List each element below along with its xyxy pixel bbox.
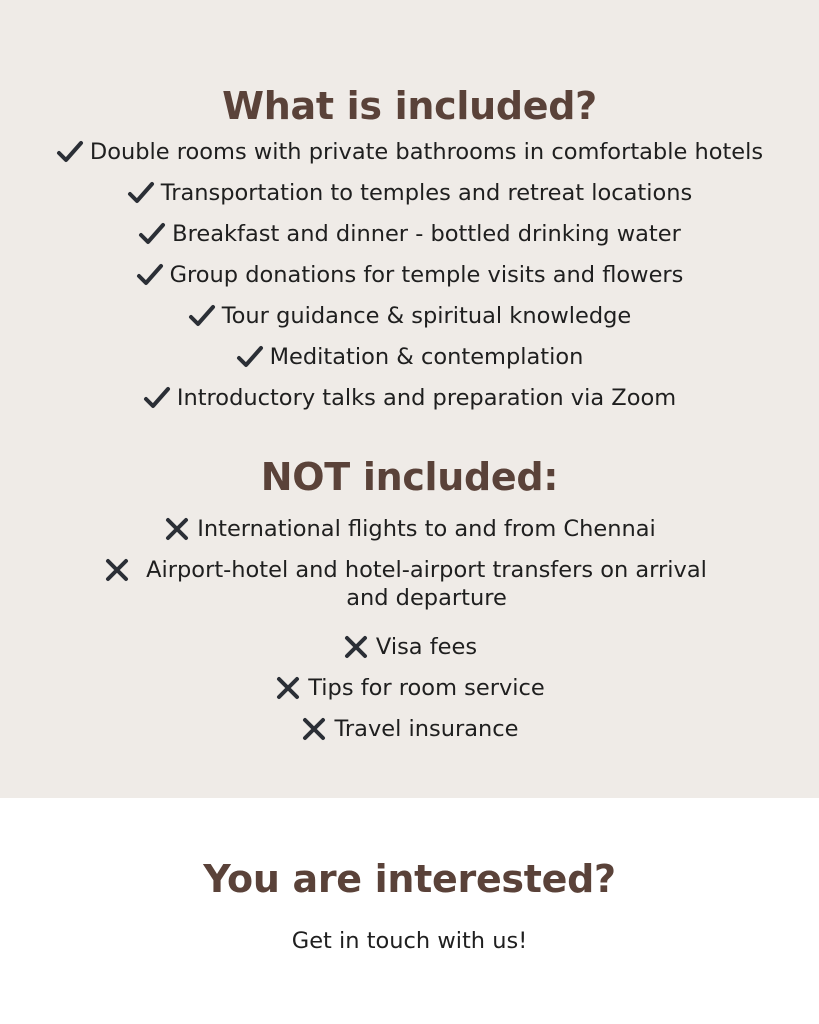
cross-icon	[274, 674, 302, 702]
cross-icon	[300, 715, 328, 743]
check-icon	[136, 261, 164, 289]
not-included-heading: NOT included:	[260, 455, 559, 499]
included-item-donations	[0, 261, 819, 302]
check-icon	[188, 302, 216, 330]
contact-text: Get in touch with us!	[291, 928, 528, 954]
cross-icon	[103, 556, 131, 584]
included-item-label: Group donations for temple visits and flowers	[169, 262, 684, 288]
included-item-label: Breakfast and dinner - bottled drinking water	[172, 221, 681, 247]
not-included-item-insurance	[0, 715, 819, 756]
included-list	[0, 138, 819, 425]
included-item-double-rooms	[0, 138, 819, 179]
included-item-label: Meditation & contemplation	[269, 344, 584, 370]
cross-icon	[163, 515, 191, 543]
not-included-item-label: Tips for room service	[308, 675, 545, 701]
included-item-introductory-talks	[0, 384, 819, 425]
included-item-label: Introductory talks and preparation via Zoom	[176, 385, 677, 411]
included-item-label: Tour guidance & spiritual knowledge	[221, 303, 632, 329]
not-included-item-visa	[0, 633, 819, 674]
contact-heading: You are interested?	[203, 857, 616, 901]
not-included-item-transfers	[0, 556, 819, 633]
check-icon	[138, 220, 166, 248]
included-item-label: Double rooms with private bathrooms in comfortable hotels	[89, 139, 764, 165]
check-icon	[56, 138, 84, 166]
included-heading: What is included?	[222, 84, 597, 128]
included-item-meditation	[0, 343, 819, 384]
check-icon	[143, 384, 171, 412]
not-included-item-label: Airport-hotel and hotel-airport transfers on arrival and departure	[146, 557, 707, 611]
cross-icon	[342, 633, 370, 661]
check-icon	[127, 179, 155, 207]
not-included-list	[0, 515, 819, 756]
included-item-transportation	[0, 179, 819, 220]
not-included-item-label: Visa fees	[375, 634, 478, 660]
included-item-label: Transportation to temples and retreat locations	[160, 180, 693, 206]
check-icon	[236, 343, 264, 371]
not-included-item-label: Travel insurance	[334, 716, 519, 742]
included-item-meals	[0, 220, 819, 261]
not-included-item-label: International flights to and from Chennai	[197, 516, 656, 542]
contact-panel	[0, 798, 819, 1024]
included-item-tour-guidance	[0, 302, 819, 343]
not-included-item-flights	[0, 515, 819, 556]
not-included-item-tips	[0, 674, 819, 715]
